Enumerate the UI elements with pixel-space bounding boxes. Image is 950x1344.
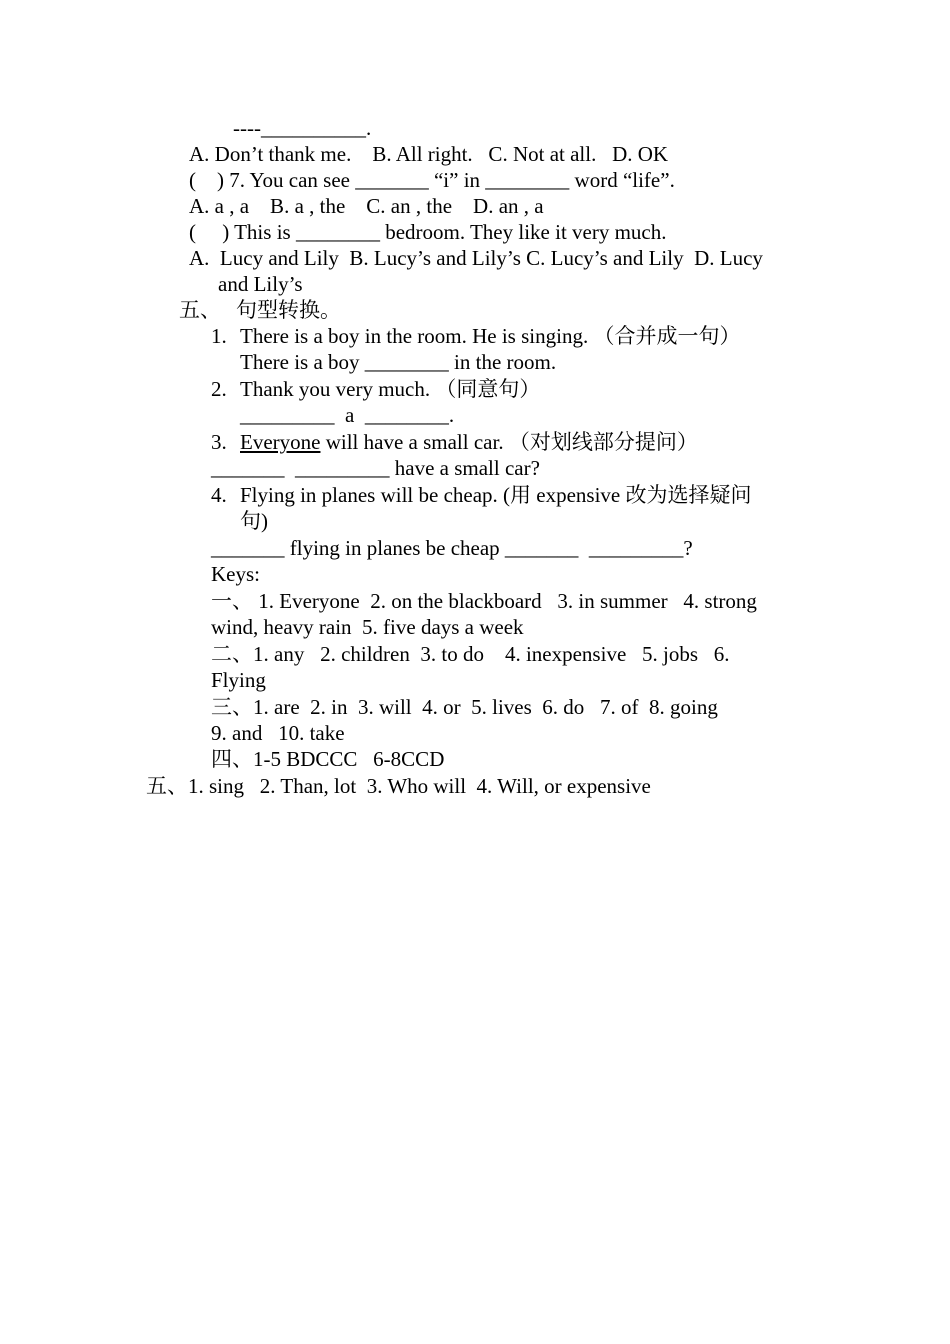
item1-number: 1. bbox=[211, 324, 227, 348]
keys-section1-line1: 一、 1. Everyone 2. on the blackboard 3. in summer 4. strong bbox=[211, 589, 757, 613]
q6-options: A. Don’t thank me. B. All right. C. Not at all. D. OK bbox=[189, 142, 669, 166]
item4-line1-continued: 句) bbox=[240, 509, 268, 533]
item2-number: 2. bbox=[211, 377, 227, 401]
item1-line1: There is a boy in the room. He is singing. （合并成一句） bbox=[240, 324, 741, 348]
keys-section2-line2: Flying bbox=[211, 668, 266, 692]
q7-stem: ( ) 7. You can see _______ “i” in ________ word “life”. bbox=[189, 168, 675, 192]
q8-stem: ( ) This is ________ bedroom. They like it very much. bbox=[189, 220, 667, 244]
item3-underlined-word: Everyone bbox=[240, 430, 321, 454]
keys-section2-line1: 二、1. any 2. children 3. to do 4. inexpensive 5. jobs 6. bbox=[211, 642, 730, 666]
keys-label: Keys: bbox=[211, 562, 260, 586]
q8-options-line2: and Lily’s bbox=[218, 272, 303, 296]
item2-line1: Thank you very much. （同意句） bbox=[240, 377, 541, 401]
keys-section5: 五、1. sing 2. Than, lot 3. Who will 4. Will, or expensive bbox=[146, 774, 651, 798]
item4-line1: Flying in planes will be cheap. (用 expensive 改为选择疑问 bbox=[240, 483, 752, 507]
item3-line2: _______ _________ have a small car? bbox=[211, 456, 540, 480]
section5-heading-text: 句型转换。 bbox=[236, 298, 341, 322]
item3-line1-rest: will have a small car. （对划线部分提问） bbox=[320, 430, 698, 454]
keys-section1-line2: wind, heavy rain 5. five days a week bbox=[211, 615, 524, 639]
keys-section3-line2: 9. and 10. take bbox=[211, 721, 345, 745]
section5-heading-number: 五、 bbox=[179, 298, 221, 322]
keys-section4: 四、1-5 BDCCC 6-8CCD bbox=[211, 747, 445, 771]
item2-line2: _________ a ________. bbox=[240, 403, 455, 427]
q7-options: A. a , a B. a , the C. an , the D. an , a bbox=[189, 194, 544, 218]
item3-number: 3. bbox=[211, 430, 227, 454]
item1-line2: There is a boy ________ in the room. bbox=[240, 350, 557, 374]
item4-number: 4. bbox=[211, 483, 227, 507]
item3-line1 bbox=[240, 429, 698, 455]
item4-line2: _______ flying in planes be cheap _______ _________? bbox=[211, 536, 693, 560]
q6-response-line: ----__________. bbox=[233, 116, 372, 140]
q8-options-line1: A. Lucy and Lily B. Lucy’s and Lily’s C. Lucy’s and Lily D. Lucy bbox=[189, 246, 763, 270]
keys-section3-line1: 三、1. are 2. in 3. will 4. or 5. lives 6. do 7. of 8. going bbox=[211, 695, 718, 719]
